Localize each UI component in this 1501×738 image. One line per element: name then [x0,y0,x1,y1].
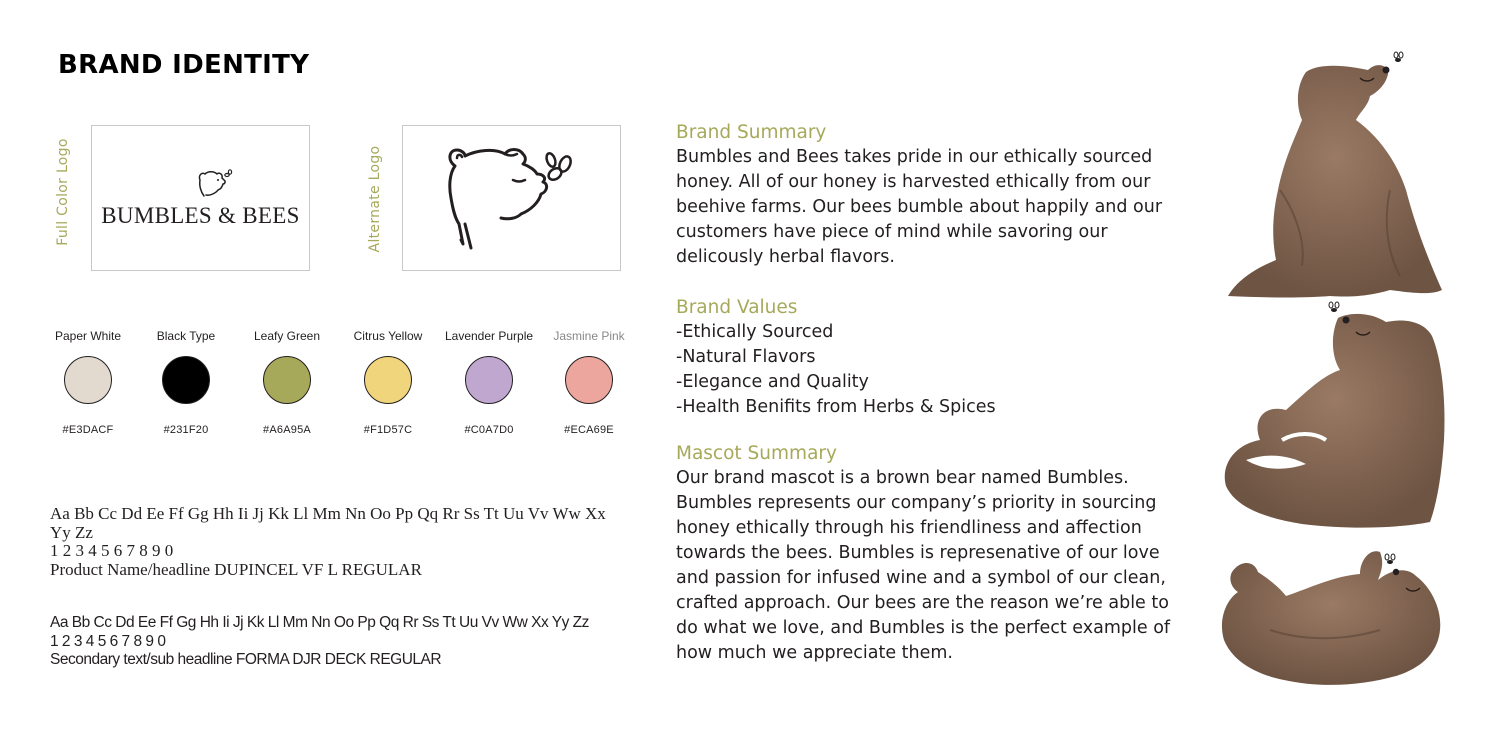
swatch-hex: #231F20 [163,424,209,436]
swatch-hex: #A6A95A [263,424,311,436]
color-circle [465,356,513,404]
brand-value-item: -Health Benifits from Herbs & Spices [676,397,996,417]
primary-typeface-specimen [50,505,620,579]
bee-icon [1394,52,1403,62]
swatch-leafy-green [232,328,342,436]
swatch-name: Citrus Yellow [353,329,423,343]
brand-value-item: -Ethically Sourced [676,322,834,342]
color-circle [64,356,112,404]
swatch-name: Leafy Green [253,329,321,343]
secondary-typeface-caption: Secondary text/sub headline FORMA DJR DECK REGULAR [50,651,442,668]
swatch-jasmine-pink [534,328,644,436]
brand-summary-body: Bumbles and Bees takes pride in our ethically sourced honey. All of our honey is harvested ethically from our beehive farms. Our bees bumble about happily and our customers have piece of mind while savoring our delicously herbal flavors. [676,147,1163,267]
bear-head-bee-alternate-icon [443,144,583,254]
reclining-bear-illustration [1225,302,1445,528]
brand-wordmark: BUMBLES & BEES [101,203,300,228]
swatch-black-type [131,328,241,436]
swatch-hex: #ECA69E [564,424,614,436]
full-color-logo-card [91,125,310,271]
mascot-illustrations [1210,40,1460,700]
bear-head-bee-icon [194,166,234,200]
brand-value-item: -Natural Flavors [676,347,816,367]
swatch-hex: #E3DACF [62,424,114,436]
rolling-bear-illustration [1222,551,1440,685]
page-title: BRAND IDENTITY [58,50,310,80]
brand-value-item: -Elegance and Quality [676,372,869,392]
bee-icon [1385,554,1395,564]
color-circle [565,356,613,404]
secondary-typeface-specimen [50,614,620,670]
color-circle [364,356,412,404]
alternate-logo-card [402,125,621,271]
color-circle [263,356,311,404]
sitting-bear-illustration [1228,52,1442,298]
swatch-name: Paper White [54,329,122,343]
swatch-lavender-purple [434,328,544,436]
secondary-alphabet: Aa Bb Cc Dd Ee Ff Gg Hh Ii Jj Kk Ll Mm Nn Oo Pp Qq Rr Ss Tt Uu Vv Ww Xx Yy Zz [50,614,589,631]
swatch-name: Jasmine Pink [553,329,625,343]
brand-values-heading: Brand Values [676,297,798,318]
mascot-summary-body: Our brand mascot is a brown bear named Bumbles. Bumbles represents our company’s priority in sourcing honey ethically through his friendliness and affection towards the bees. Bumbles is represenative of our love and passion for infused wine and a symbol of our clean, crafted approach. Our bees are the reason we’re able to do what we love, and Bumbles is the perfect example of how much we appreciate them. [676,468,1171,663]
primary-typeface-caption: Product Name/headline DUPINCEL VF L REGULAR [50,559,422,579]
brand-text-column [676,120,1176,666]
bee-icon [1329,302,1339,312]
full-color-logo-label: Full Color Logo [55,138,71,246]
swatch-hex: #C0A7D0 [464,424,514,436]
brand-summary-heading: Brand Summary [676,122,827,143]
mascot-summary-heading: Mascot Summary [676,443,837,464]
alternate-logo-label: Alternate Logo [367,145,383,253]
swatch-name: Black Type [156,329,216,343]
secondary-numerals: 1 2 3 4 5 6 7 8 9 0 [50,632,166,650]
swatch-name: Lavender Purple [444,329,534,343]
swatch-hex: #F1D57C [363,424,413,436]
primary-alphabet: Aa Bb Cc Dd Ee Ff Gg Hh Ii Jj Kk Ll Mm Nn Oo Pp Qq Rr Ss Tt Uu Vv Ww Xx Yy Zz [50,504,606,542]
swatch-citrus-yellow [333,328,443,436]
color-circle [162,356,210,404]
swatch-paper-white [33,328,143,436]
primary-numerals: 1 2 3 4 5 6 7 8 9 0 [50,541,174,560]
